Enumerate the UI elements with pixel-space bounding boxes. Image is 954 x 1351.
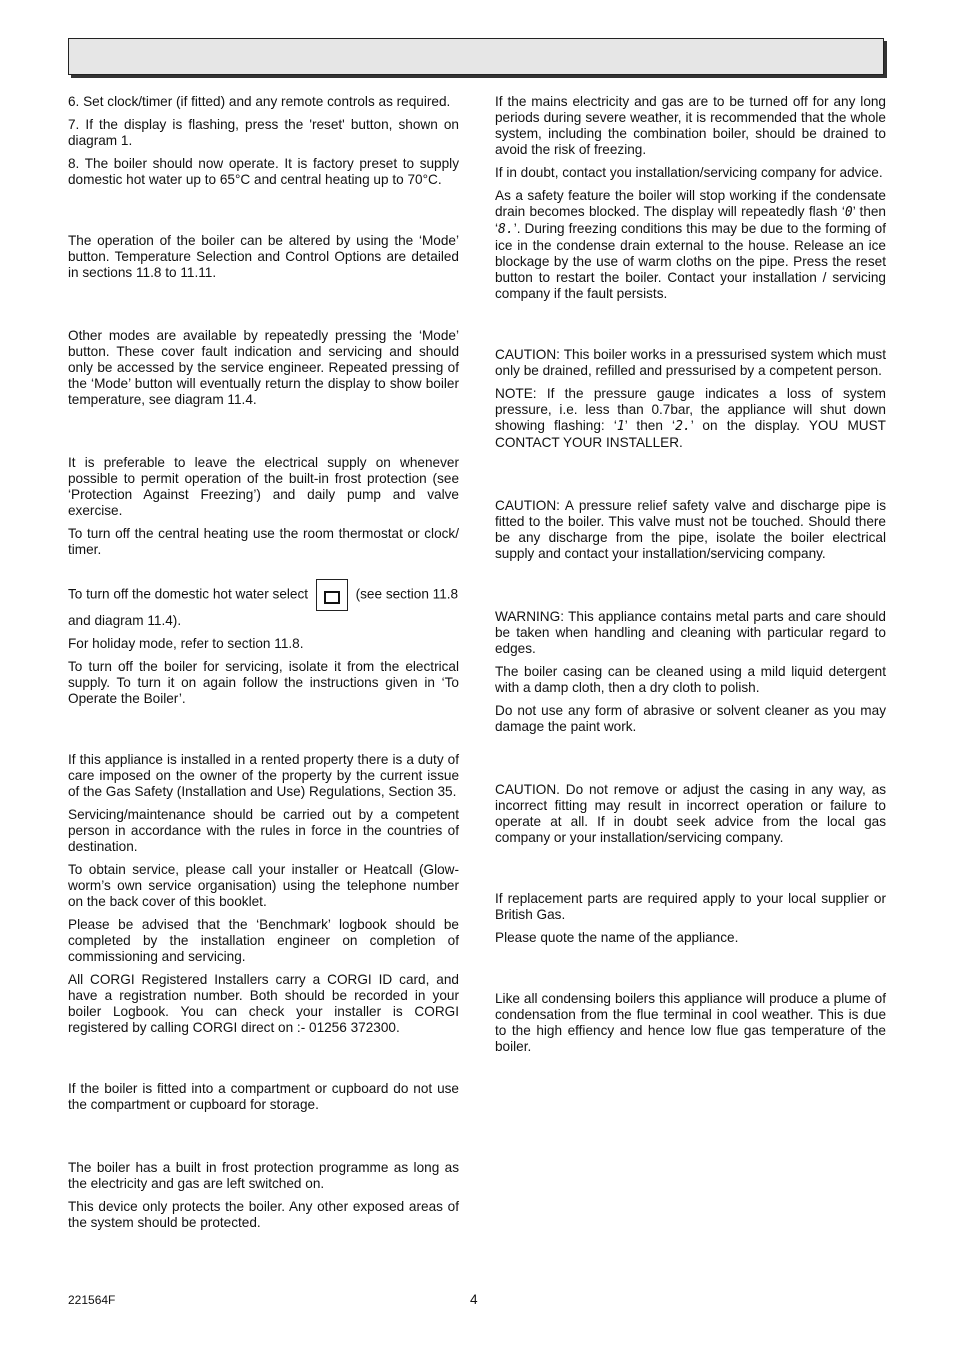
paragraph-condensate bbox=[495, 188, 886, 302]
document-code: 221564F bbox=[68, 1293, 116, 1307]
display-code: 8. bbox=[498, 222, 514, 237]
paragraph: To turn off the central heating use the room thermostat or clock/ timer. bbox=[68, 526, 459, 557]
paragraph: WARNING: This appliance contains metal parts and care should be taken when handling and cleaning with particular regard to edges. bbox=[495, 609, 886, 656]
paragraph: and diagram 11.4). bbox=[68, 613, 182, 628]
paragraph: All CORGI Registered Installers carry a CORGI ID card, and have a registration number. Both should be recorded in your boiler Logbook. You can check your installer is CORGI registered by calling CORGI direct on :- 01256 372300. bbox=[68, 972, 459, 1035]
paragraph: For holiday mode, refer to section 11.8. bbox=[68, 636, 304, 651]
paragraph: If the boiler is fitted into a compartment or cupboard do not use the compartment or cupboard for storage. bbox=[68, 1081, 459, 1112]
paragraph: If replacement parts are required apply to your local supplier or British Gas. bbox=[495, 891, 886, 922]
text-span: ’ then ‘ bbox=[495, 204, 886, 236]
hot-water-off-mode-icon bbox=[316, 579, 348, 611]
paragraph: CAUTION: A pressure relief safety valve and discharge pipe is fitted to the boiler. This valve must not be touched. Should there be any discharge from the pipe, isolate the boiler electrical supply and contact your installation/servicing company. bbox=[495, 498, 886, 561]
paragraph: It is preferable to leave the electrical supply on whenever possible to permit operation of the built-in frost protection (see ‘Protection Against Freezing’) and daily pump and valve exercise. bbox=[68, 455, 459, 518]
paragraph: If in doubt, contact you installation/servicing company for advice. bbox=[495, 165, 883, 180]
display-code: 0 bbox=[844, 205, 853, 220]
paragraph-pressure-note bbox=[495, 386, 886, 451]
paragraph: Servicing/maintenance should be carried out by a competent person in accordance with the rules in force in the countries of destination. bbox=[68, 807, 459, 854]
display-code: 2. bbox=[675, 419, 691, 434]
paragraph: Please quote the name of the appliance. bbox=[495, 930, 739, 945]
paragraph: 8. The boiler should now operate. It is factory preset to supply domestic hot water up to 65°C and central heating up to 70°C. bbox=[68, 156, 459, 187]
paragraph: Please be advised that the ‘Benchmark’ logbook should be completed by the installation engineer on completion of commissioning and servicing. bbox=[68, 917, 459, 964]
paragraph: CAUTION. Do not remove or adjust the casing in any way, as incorrect fitting may result in incorrect operation or failure to operate at all. If in doubt seek advice from the local gas company or your installation/servicing company. bbox=[495, 782, 886, 845]
paragraph: CAUTION: This boiler works in a pressurised system which must only be drained, refilled and pressurised by a competent person. bbox=[495, 347, 886, 378]
paragraph: To obtain service, please call your installer or Heatcall (Glow-worm’s own service organisation) using the telephone number on the back cover of this booklet. bbox=[68, 862, 459, 909]
text-span: ’ then ‘ bbox=[624, 418, 676, 433]
section-header-bar bbox=[68, 38, 884, 75]
paragraph-hot-water-off bbox=[68, 579, 459, 611]
paragraph: To turn off the boiler for servicing, isolate it from the electrical supply. To turn it on again follow the instructions given in ‘To Operate the Boiler’. bbox=[68, 659, 459, 706]
display-code: 1 bbox=[616, 419, 625, 434]
left-column bbox=[68, 94, 459, 1238]
paragraph: This device only protects the boiler. Any other exposed areas of the system should be protected. bbox=[68, 1199, 459, 1230]
hot-water-off-text: To turn off the domestic hot water select bbox=[68, 586, 309, 602]
text-span: NOTE: If the pressure gauge indicates a loss of system pressure, i.e. less than 0.7bar, the appliance will shut down showing flashing: ‘ bbox=[495, 386, 886, 433]
paragraph: Do not use any form of abrasive or solvent cleaner as you may damage the paint work. bbox=[495, 703, 886, 734]
text-span: ’. During freezing conditions this may be due to the forming of ice in the condense drain external to the house. Release an ice blockage by the use of warm cloths on the pipe. Press the reset button to restart the boiler. Contact your installation / servicing company if the fault persists. bbox=[495, 221, 886, 301]
paragraph: 7. If the display is flashing, press the 'reset' button, shown on diagram 1. bbox=[68, 117, 459, 148]
paragraph: If the mains electricity and gas are to be turned off for any long periods during severe weather, it is recommended that the whole system, including the combination boiler, should be drained to avoid the risk of freezing. bbox=[495, 94, 886, 157]
paragraph: The operation of the boiler can be altered by using the ‘Mode’ button. Temperature Selection and Control Options are detailed in sections 11.8 to 11.11. bbox=[68, 233, 459, 280]
text-span: ’ on the display. YOU MUST CONTACT YOUR INSTALLER. bbox=[495, 418, 886, 450]
paragraph: Other modes are available by repeatedly pressing the ‘Mode’ button. These cover fault indication and servicing and should only be accessed by the service engineer. Repeated pressing of the ‘Mode’ button will eventually return the display to show boiler temperature, see diagram 11.4. bbox=[68, 328, 459, 407]
paragraph: The boiler casing can be cleaned using a mild liquid detergent with a damp cloth, then a dry cloth to polish. bbox=[495, 664, 886, 695]
page-number: 4 bbox=[470, 1292, 478, 1307]
paragraph: The boiler has a built in frost protection programme as long as the electricity and gas are left switched on. bbox=[68, 1160, 459, 1191]
text-span: As a safety feature the boiler will stop working if the condensate drain becomes blocked. The display will repeatedly flash ‘ bbox=[495, 188, 886, 219]
right-column bbox=[495, 94, 886, 1062]
hot-water-off-ref: (see section 11.8 bbox=[355, 586, 459, 602]
paragraph: If this appliance is installed in a rented property there is a duty of care imposed on the owner of the property by the current issue of the Gas Safety (Installation and Use) Regulations, Section 35. bbox=[68, 752, 459, 799]
paragraph: 6. Set clock/timer (if fitted) and any remote controls as required. bbox=[68, 94, 451, 109]
paragraph: Like all condensing boilers this appliance will produce a plume of condensation from the flue terminal in cool weather. This is due to the high effiency and hence low flue gas temperature of the boiler. bbox=[495, 991, 886, 1054]
